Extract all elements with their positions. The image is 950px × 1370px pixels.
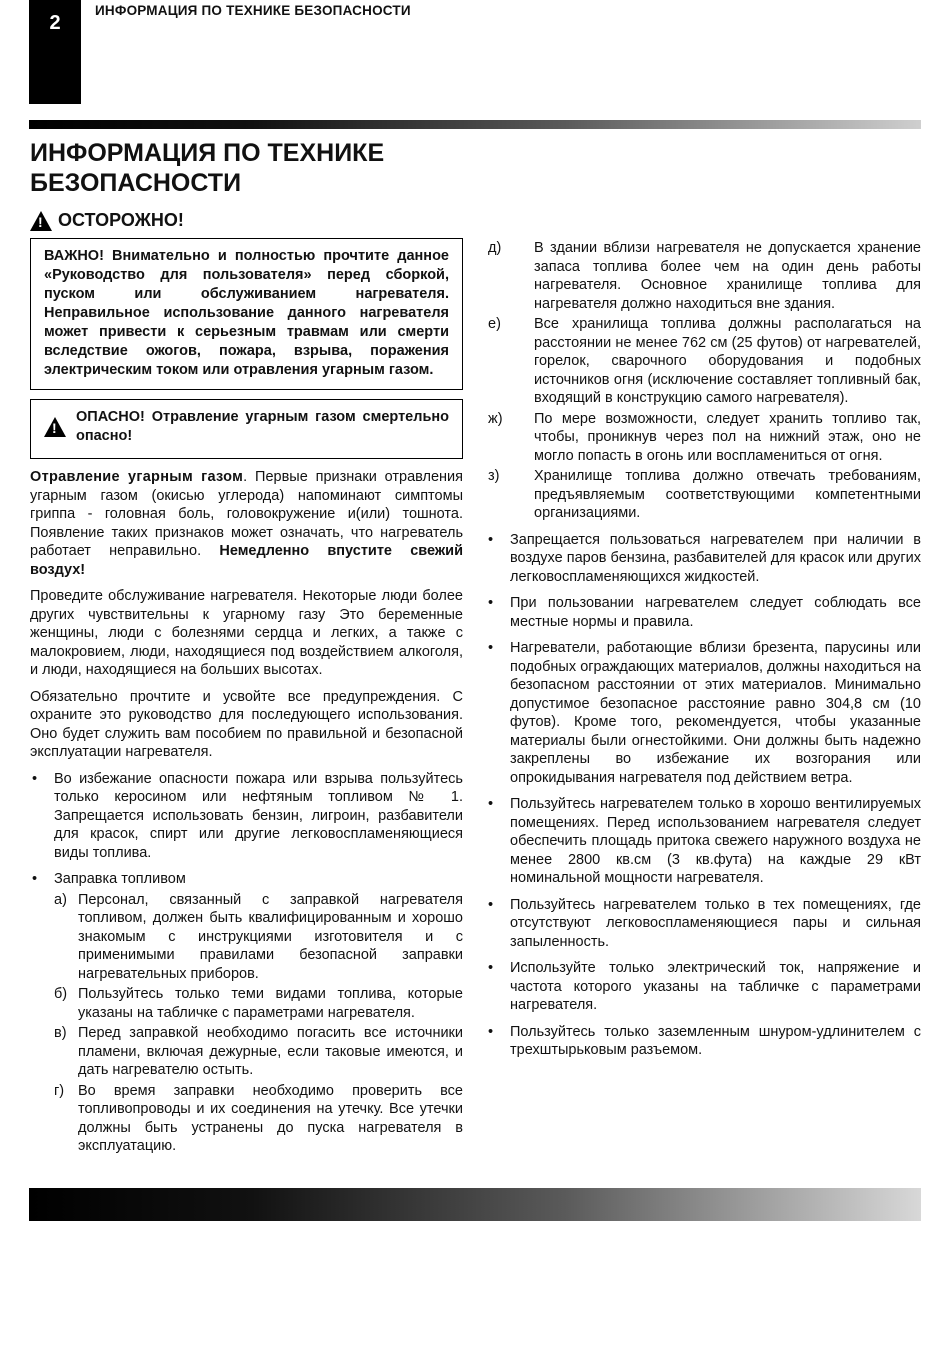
sublist-mark: е)	[488, 316, 501, 332]
list-item	[486, 639, 921, 787]
bullet-mark: •	[488, 896, 494, 913]
list-item	[486, 594, 921, 631]
sublist-text: Персонал, связанный с заправкой нагревателя топливом, должен быть квалифицированным и хорошо знакомым с инструкциями изготовителя и с применимыми правилами безопасной заправки нагревательных приборов.	[78, 891, 463, 982]
sublist-item	[488, 239, 921, 313]
top-divider	[29, 120, 921, 129]
bullet-mark: •	[32, 871, 38, 887]
refueling-sublist-continued	[488, 239, 921, 523]
sublist-item	[488, 315, 921, 408]
sublist-item	[488, 467, 921, 523]
bottom-divider	[29, 1188, 921, 1221]
right-column	[486, 239, 921, 1068]
sublist-item	[54, 1082, 463, 1156]
danger-notice-box	[30, 399, 463, 459]
fresh-air-warning: Немедленно впустите свежий воздух!	[30, 543, 463, 578]
sublist-mark: з)	[488, 468, 500, 484]
sublist-text: Все хранилища топлива должны располагаться на расстоянии не менее 762 см (25 футов) от нагревателей, горелок, сварочного оборудования и подобных источников огня (исключение составляет топливный бак, входящий в конструкцию самого нагревателя).	[534, 316, 921, 406]
list-item	[486, 1023, 921, 1060]
co-poisoning-text: . Первые признаки отравления угарным газом (окисью углерода) напоминают симптомы гриппа - головная боль, головокружение и(или) тошнота. Появление таких признаков может означать, что нагреватель работает неправильно.	[30, 469, 464, 559]
list-item	[486, 531, 921, 587]
danger-notice-text: ОПАСНО! Отравление угарным газом смертельно опасно!	[76, 409, 449, 444]
sublist-text: Во время заправки необходимо проверить все топливопроводы и их соединения на утечку. Все утечки должны быть устранены до пуска нагревателя в эксплуатацию.	[78, 1082, 463, 1154]
caution-heading	[30, 210, 184, 231]
bullet-mark: •	[488, 796, 494, 812]
running-header: ИНФОРМАЦИЯ ПО ТЕХНИКЕ БЕЗОПАСНОСТИ	[95, 3, 411, 18]
sublist-mark: ж)	[488, 410, 503, 427]
bullet-mark: •	[488, 960, 494, 976]
bullet-mark: •	[488, 531, 494, 548]
refueling-heading: Заправка топливом	[54, 871, 186, 887]
bullet-mark: •	[32, 770, 38, 787]
co-poisoning-lead: Отравление угарным газом	[30, 469, 244, 485]
refueling-sublist	[54, 891, 463, 1156]
bullet-text: Запрещается пользоваться нагревателем при наличии в воздухе паров бензина, разбавителей для красок или других легковоспламеняющихся жидкостей.	[510, 531, 921, 585]
bullet-text: Пользуйтесь нагревателем только в тех помещениях, где отсутствуют легковоспламеняющиеся пары и сильная запыленность.	[510, 896, 921, 950]
sublist-mark: в)	[54, 1025, 67, 1041]
list-item	[486, 959, 921, 1015]
list-item	[486, 795, 921, 888]
read-warnings-paragraph: Обязательно прочтите и усвойте все предупреждения. С охраните это руководство для последующего использования. Оно будет служить вам пособием по правильной и безопасной эксплуатации нагревателя.	[30, 688, 463, 760]
important-notice-text: ВАЖНО! Внимательно и полностью прочтите данное «Руководство для пользователя» перед сборкой, пуском или обслуживанием нагревателя. Неправильное использование данного нагревателя может привести к серьезным травмам или смерти вследствие ожогов, пожара, взрыва, поражения электрическим током или отравления угарным газом.	[44, 248, 449, 378]
bullet-text: При пользовании нагревателем следует соблюдать все местные нормы и правила.	[510, 595, 921, 630]
sublist-mark: а)	[54, 891, 67, 908]
sublist-item	[54, 1024, 463, 1080]
sublist-text: По мере возможности, следует хранить топливо так, чтобы, проникнув через пол на нижний этаж, оно не могло попасть в огонь или воспламениться от огня.	[534, 410, 921, 464]
sublist-text: Перед заправкой необходимо погасить все источники пламени, включая дежурные, если таковые имеются, и дать нагревателю остыть.	[78, 1025, 463, 1078]
bullet-mark: •	[488, 640, 494, 656]
bullet-text: Пользуйтесь нагревателем только в хорошо вентилируемых помещениях. Перед использованием нагревателя следует обеспечить площадь притока свежего наружного воздуха не менее 2800 кв.см (3 кв.фута) на каждые 29 кВт номинальной мощности нагревателя.	[510, 796, 921, 886]
important-notice-box	[30, 238, 463, 390]
bullet-mark: •	[488, 595, 494, 611]
caution-label: ОСТОРОЖНО!	[58, 210, 184, 230]
list-item	[30, 770, 463, 863]
bullet-mark: •	[488, 1023, 494, 1040]
bullet-text: Используйте только электрический ток, напряжение и частота которого указаны на табличке с параметрами нагревателя.	[510, 960, 921, 1013]
warning-triangle-icon	[30, 211, 52, 231]
list-item	[30, 870, 463, 889]
sublist-item	[54, 985, 463, 1022]
page-title: ИНФОРМАЦИЯ ПО ТЕХНИКЕ БЕЗОПАСНОСТИ	[30, 139, 385, 197]
left-column	[30, 468, 463, 1164]
list-item	[486, 896, 921, 952]
sublist-mark: д)	[488, 240, 502, 256]
bullet-text: Нагреватели, работающие вблизи брезента, парусины или подобных ограждающих материалов, должны находиться на безопасном расстоянии от этих материалов. Минимально допустимое безопасное расстояние равно 304,8 см (10 футов). Кроме того, рекомендуется, чтобы указанные материалы были огнестойкими. Они должны быть надежно закреплены во избежание их возгорания или опрокидывания нагревателя под действием ветра.	[510, 640, 921, 786]
sublist-text: Пользуйтесь только теми видами топлива, которые указаны на табличке с параметрами нагревателя.	[78, 986, 463, 1021]
fire-hazard-text: Во избежание опасности пожара или взрыва пользуйтесь только керосином или нефтяным топливом № 1. Запрещается использовать бензин, лигроин, разбавители для красок, спирт или другие легковоспламеняющиеся виды топлива.	[54, 770, 463, 861]
sublist-mark: г)	[54, 1082, 65, 1099]
sublist-item	[488, 410, 921, 466]
page-number: 2	[29, 0, 81, 104]
sublist-text: В здании вблизи нагревателя не допускается хранение запаса топлива более чем на один день работы нагревателя. Основное хранилище топлива для нагревателя должно находиться вне здания.	[534, 240, 921, 312]
warning-triangle-icon	[44, 417, 66, 437]
co-poisoning-paragraph	[30, 468, 463, 579]
bullet-text: Пользуйтесь только заземленным шнуром-удлинителем с трехштырьковым разъемом.	[510, 1023, 921, 1058]
sensitivity-paragraph: Проведите обслуживание нагревателя. Некоторые люди более других чувствительны к угарному газу Это беременные женщины, люди с болезнями сердца и легких, а также с малокровием, люди, находящиеся под воздействием алкоголя, и люди, находящиеся на больших высотах.	[30, 588, 463, 678]
sublist-mark: б)	[54, 986, 68, 1002]
sublist-text: Хранилище топлива должно отвечать требованиям, предъявляемым соответствующими компетентными организациями.	[534, 468, 921, 521]
sublist-item	[54, 891, 463, 984]
